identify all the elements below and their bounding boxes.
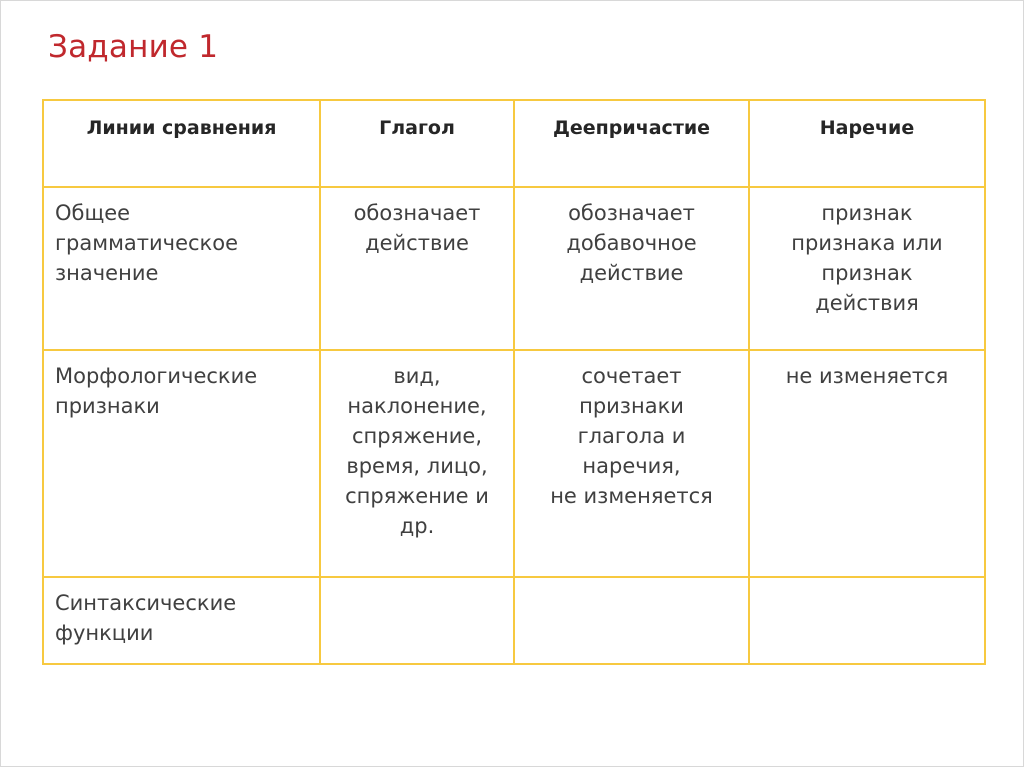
row-label-morphological-features: Морфологические признаки (43, 350, 320, 577)
cell-gerund-syntax[interactable] (514, 577, 749, 664)
table-row (43, 187, 985, 350)
header-comparison-lines: Линии сравнения (43, 100, 320, 187)
cell-verb-syntax[interactable] (320, 577, 514, 664)
cell-verb-morphology: вид, наклонение, спряжение, время, лицо, спряжение и др. (320, 350, 514, 577)
cell-adverb-morphology: не изменяется (749, 350, 985, 577)
table-row (43, 350, 985, 577)
row-label-syntactic-functions: Синтаксические функции (43, 577, 320, 664)
header-gerund: Деепричастие (514, 100, 749, 187)
cell-gerund-morphology: сочетает признаки глагола и наречия, не изменяется (514, 350, 749, 577)
table-row (43, 577, 985, 664)
cell-verb-meaning: обозначает действие (320, 187, 514, 350)
cell-adverb-syntax[interactable] (749, 577, 985, 664)
header-verb: Глагол (320, 100, 514, 187)
row-label-grammatical-meaning: Общее грамматическое значение (43, 187, 320, 350)
header-adverb: Наречие (749, 100, 985, 187)
cell-adverb-meaning: признак признака или признак действия (749, 187, 985, 350)
cell-gerund-meaning: обозначает добавочное действие (514, 187, 749, 350)
comparison-table (42, 99, 986, 665)
table-header-row (43, 100, 985, 187)
slide-title: Задание 1 (48, 29, 219, 65)
